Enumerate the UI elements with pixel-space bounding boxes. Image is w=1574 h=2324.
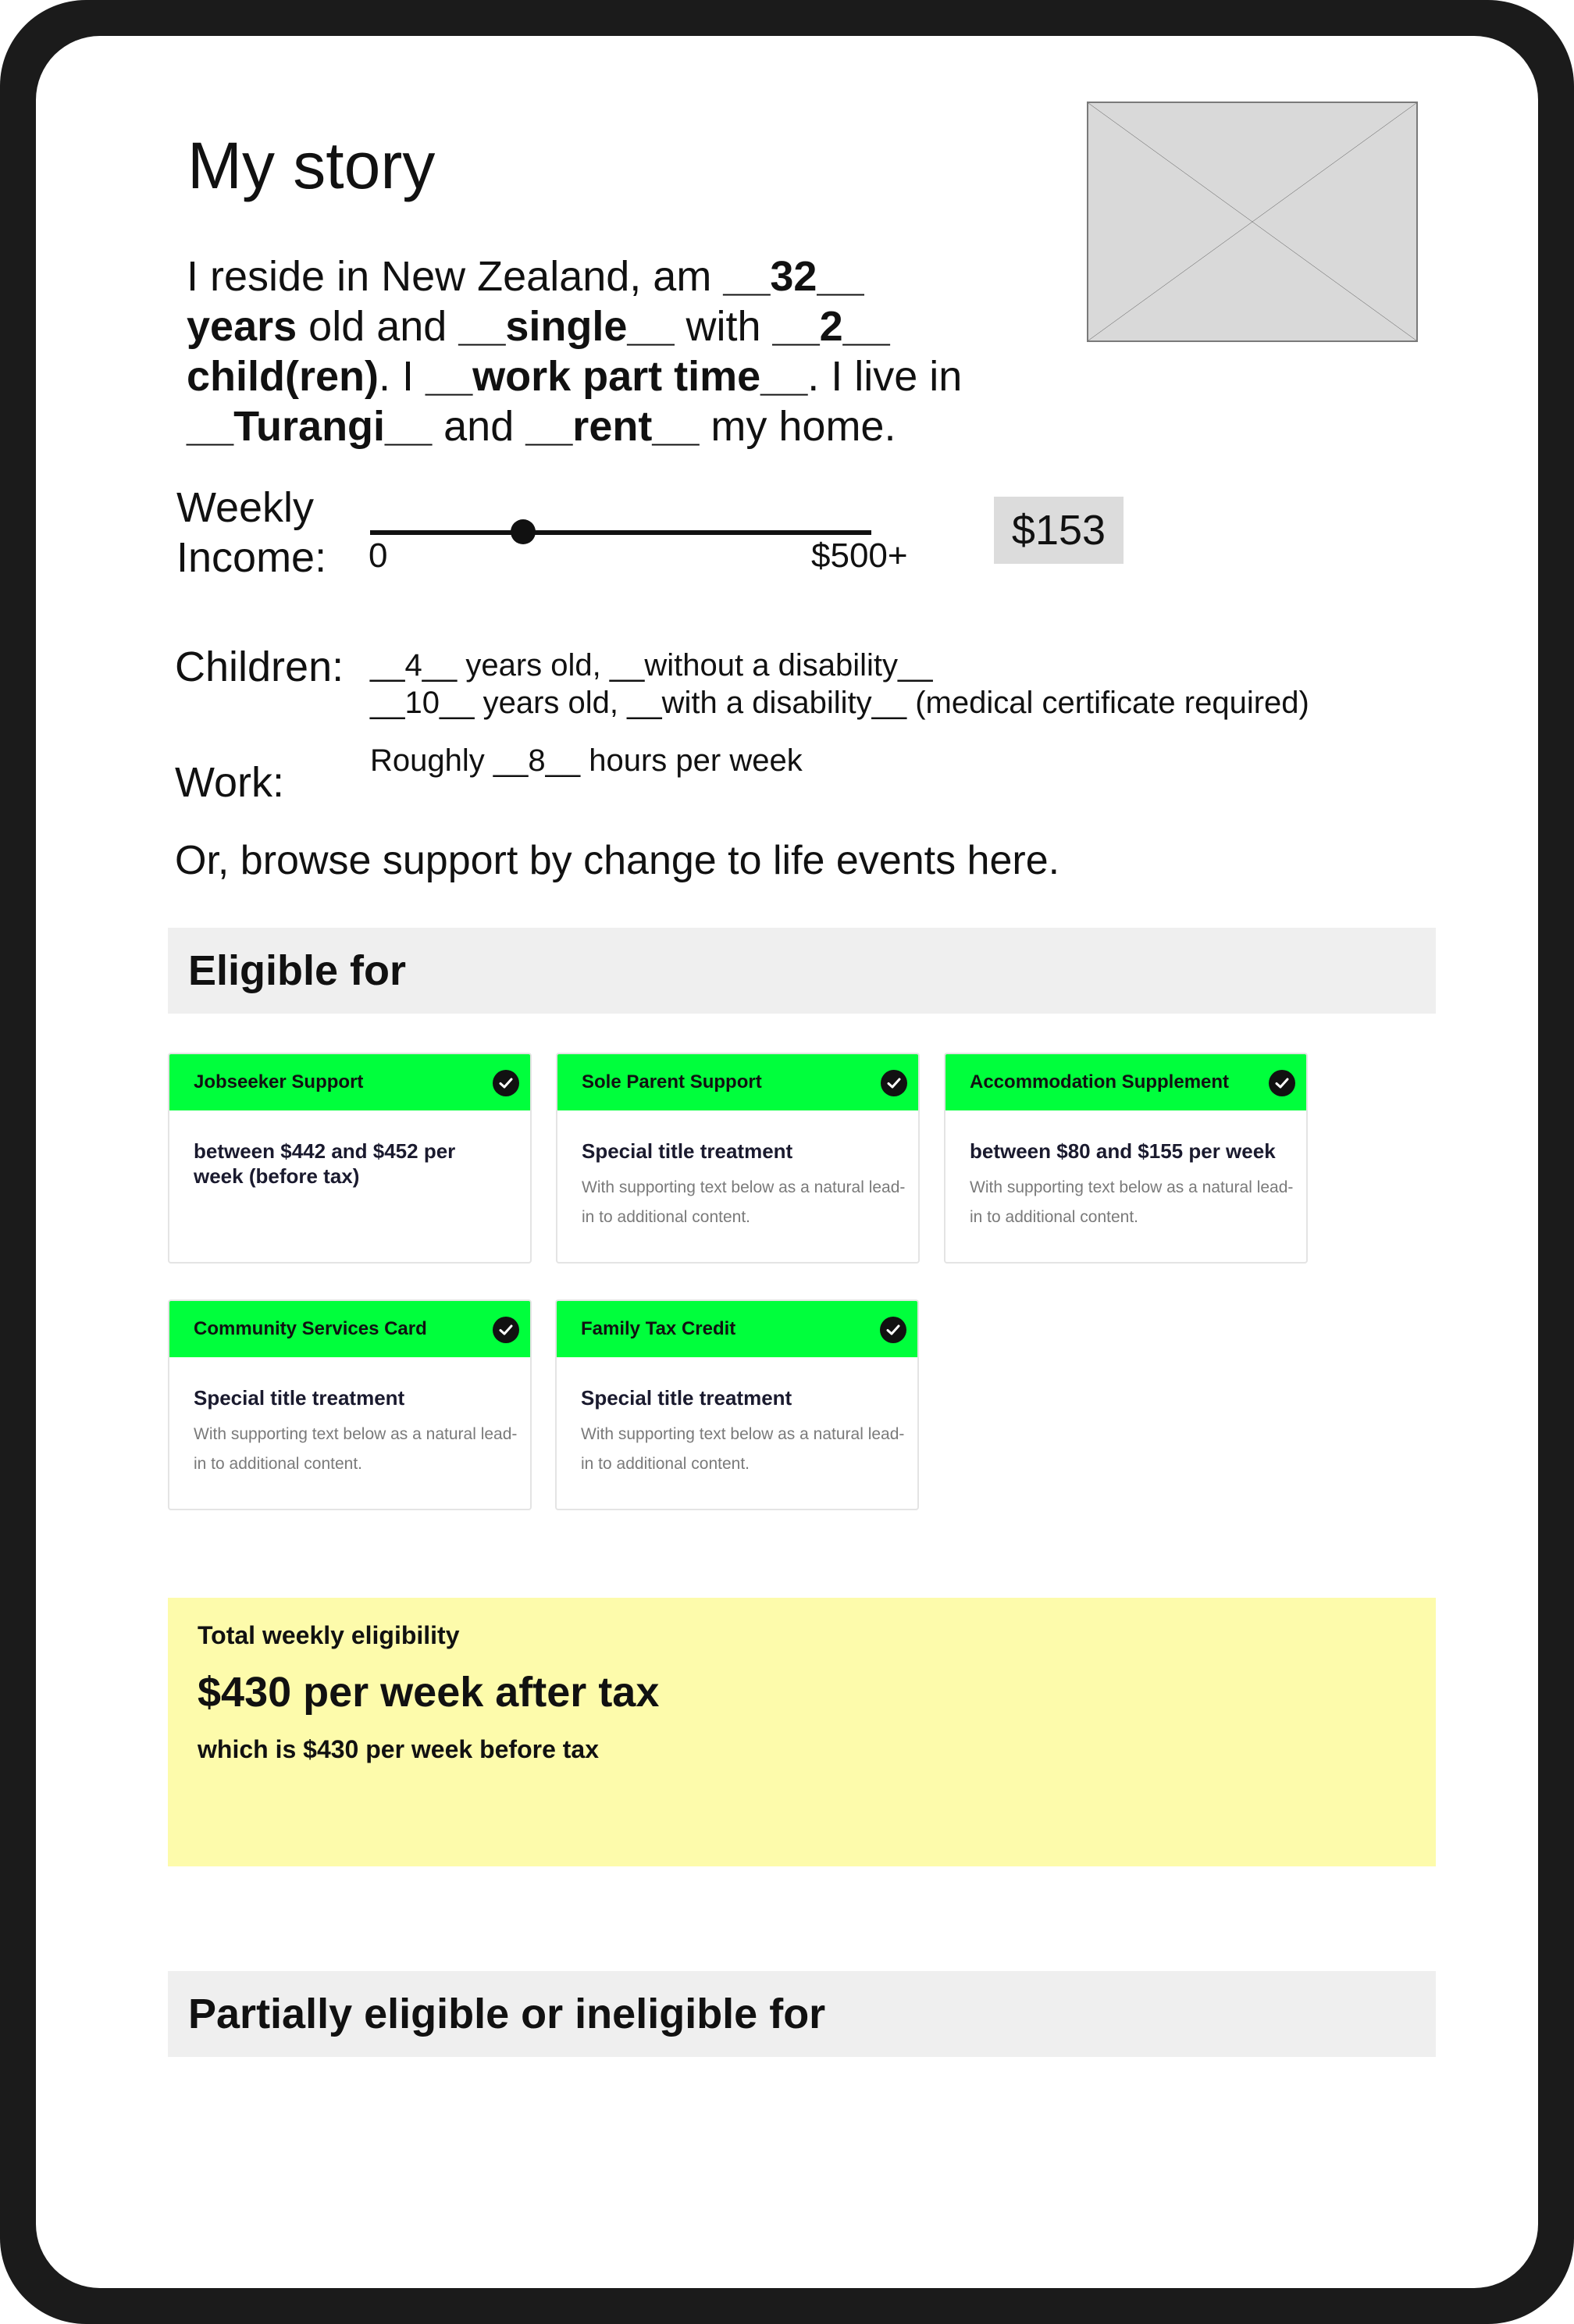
card-header — [945, 1054, 1306, 1110]
check-circle-icon — [493, 1070, 519, 1096]
card-name: Sole Parent Support — [582, 1071, 762, 1092]
total-before-tax: which is $430 per week before tax — [198, 1735, 600, 1763]
benefit-card[interactable] — [168, 1299, 532, 1510]
story-text: I reside in New Zealand, am — [187, 253, 724, 300]
card-name: Jobseeker Support — [194, 1071, 364, 1092]
card-title: Special title treatment — [582, 1139, 793, 1163]
card-header — [557, 1054, 918, 1110]
story-text: and — [432, 403, 526, 450]
card-text: With supporting text below as a natural lead-in to additional content. — [582, 1178, 906, 1226]
income-value-box: $153 — [994, 497, 1124, 564]
benefit-card[interactable] — [168, 1053, 532, 1264]
card-header — [169, 1054, 530, 1110]
total-amount: $430 per week after tax — [198, 1669, 660, 1716]
work-hours-field[interactable]: Roughly __8__ hours per week — [370, 743, 803, 778]
tenure-field[interactable]: __rent__ — [525, 403, 700, 450]
card-title: Special title treatment — [581, 1386, 792, 1410]
card-text: With supporting text below as a natural lead-in to additional content. — [581, 1425, 905, 1473]
card-name: Accommodation Supplement — [970, 1071, 1230, 1092]
section-heading: Eligible for — [188, 947, 407, 994]
image-placeholder-icon — [1087, 102, 1418, 342]
ineligible-section-header — [168, 1971, 1436, 2057]
child-count-field[interactable]: __2__ — [772, 303, 890, 350]
browse-life-events-link[interactable]: Or, browse support by change to life events here. — [175, 838, 1060, 883]
story-text: . I live in — [807, 353, 963, 400]
child-entry[interactable]: __10__ years old, __with a disability__ (medical certificate required) — [370, 686, 1309, 720]
check-circle-icon — [1269, 1070, 1295, 1096]
story-text: . I — [379, 353, 426, 400]
children-label: Children: — [175, 643, 344, 690]
check-circle-icon — [880, 1317, 906, 1343]
years-word: years — [187, 303, 297, 350]
card-title: between $80 and $155 per week — [970, 1139, 1276, 1163]
story-text: old and — [297, 303, 459, 350]
total-label: Total weekly eligibility — [198, 1621, 460, 1649]
page-title: My story — [187, 129, 436, 202]
age-field[interactable]: __32__ — [723, 253, 864, 300]
card-name: Family Tax Credit — [581, 1318, 736, 1339]
card-text: With supporting text below as a natural lead-in to additional content. — [970, 1178, 1294, 1226]
check-circle-icon — [493, 1317, 519, 1343]
card-text: With supporting text below as a natural lead-in to additional content. — [194, 1425, 518, 1473]
slider-max-label: $500+ — [811, 536, 908, 575]
children-word: child(ren) — [187, 353, 379, 400]
child-entry[interactable]: __4__ years old, __without a disability__ — [370, 648, 933, 683]
total-eligibility-panel — [168, 1598, 1436, 1866]
location-field[interactable]: __Turangi__ — [187, 403, 433, 450]
screen — [36, 36, 1538, 2288]
benefit-card[interactable] — [944, 1053, 1308, 1264]
work-status-field[interactable]: __work part time__ — [426, 353, 808, 400]
benefit-card[interactable] — [555, 1299, 919, 1510]
work-label: Work: — [175, 759, 285, 806]
story-text: my home. — [699, 403, 896, 450]
story-text: with — [674, 303, 773, 350]
card-header — [169, 1301, 530, 1357]
card-header — [557, 1301, 917, 1357]
section-heading: Partially eligible or ineligible for — [188, 1991, 826, 2037]
slider-min-label: 0 — [369, 536, 388, 575]
card-name: Community Services Card — [194, 1318, 427, 1339]
card-title: Special title treatment — [194, 1386, 405, 1410]
income-label: Weekly Income: — [176, 484, 327, 581]
card-title: between $442 and $452 per week (before tax) — [194, 1139, 456, 1188]
relationship-field[interactable]: __single__ — [458, 303, 675, 350]
income-slider-handle[interactable] — [511, 519, 536, 544]
benefit-card[interactable] — [556, 1053, 920, 1264]
income-slider-track[interactable] — [370, 530, 871, 535]
eligible-section-header — [168, 928, 1436, 1014]
check-circle-icon — [881, 1070, 907, 1096]
story-paragraph — [187, 251, 967, 451]
